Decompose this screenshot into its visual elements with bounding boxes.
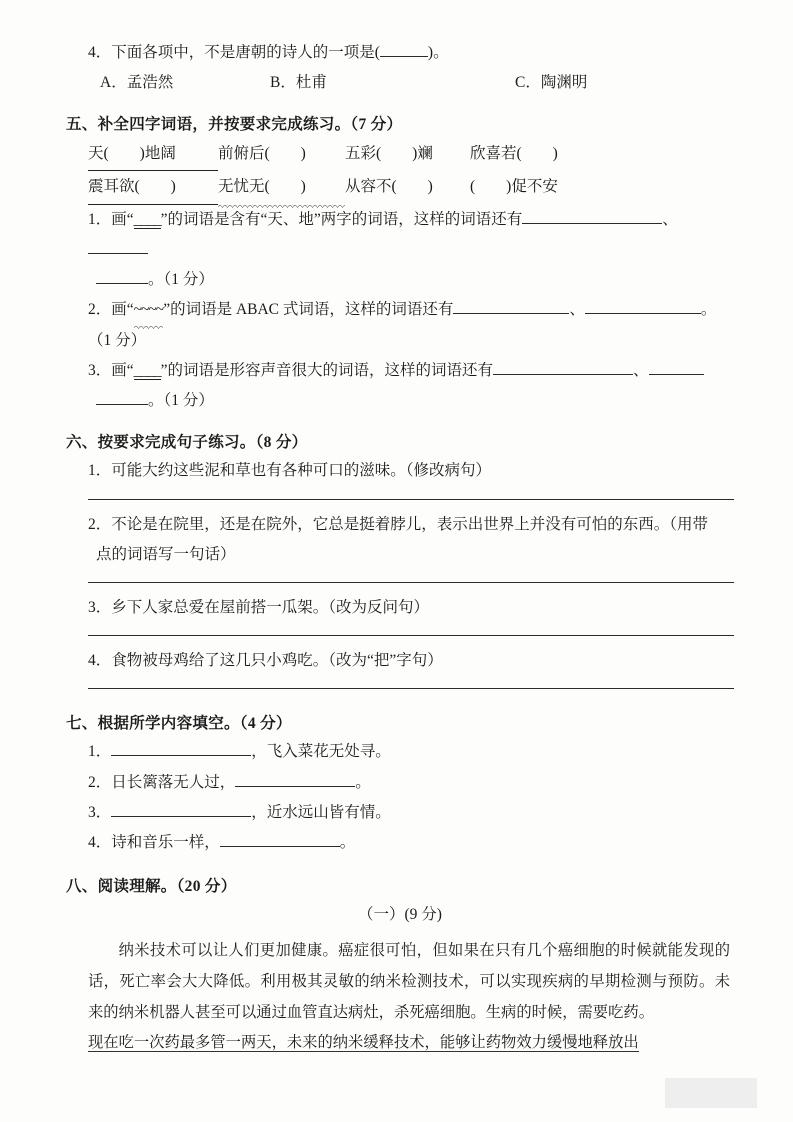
item-after-4: 。 <box>339 834 356 852</box>
section-6-item-2-line1: 2．不论是在院里，还是在院外，它总是挺着脖儿，表示出世界上并没有可怕的东西。（用带 <box>88 515 709 533</box>
item-2-mid: ”的词语是 ABAC 式词语，这样的词语还有 <box>163 301 454 319</box>
item-num-3: 3． <box>88 803 112 821</box>
choice-b: B．杜甫 <box>270 74 327 92</box>
section-8-title: 八、阅读理解。（20 分） <box>66 878 237 896</box>
idiom-7: 从容不( ) <box>345 178 433 196</box>
item-num-4: 4． <box>88 834 112 852</box>
item-before-4: 诗和音乐一样， <box>111 834 220 852</box>
item-3-mid: ”的词语是形容声音很大的词语，这样的词语还有 <box>160 361 494 379</box>
item-before-2: 日长篱落无人过， <box>111 773 236 791</box>
answer-line-6-3[interactable] <box>88 635 734 636</box>
idiom-5: 震耳欲( ) <box>88 171 218 205</box>
section-7-item-4 <box>66 828 734 858</box>
item-2-sep: 、 <box>569 301 585 319</box>
item-2-end: 。 <box>700 301 717 319</box>
item-3-prefix: 3．画“ <box>88 361 134 379</box>
section-7-item-2 <box>66 768 734 798</box>
section-6-title: 六、按要求完成句子练习。（8 分） <box>66 434 308 452</box>
section-6-item-4: 4．食物被母鸡给了这几只小鸡吃。（改为“把”字句） <box>88 652 443 670</box>
item-2-mark: ~~~~ <box>134 295 164 325</box>
section-5-item-1 <box>66 205 734 265</box>
idiom-2: 前俯后( ) <box>218 144 306 162</box>
section-5-item-2 <box>66 295 734 325</box>
section-6-item-2 <box>66 510 734 540</box>
section-5-item-2-score: （1 分） <box>88 331 147 349</box>
item-after-3: ，近水远山皆有情。 <box>251 803 391 821</box>
item-num-2: 2． <box>88 773 112 791</box>
section-7-item-3 <box>66 798 734 828</box>
idiom-1: 天( )地阔 <box>88 138 218 172</box>
idiom-row-1 <box>66 138 734 172</box>
item-1-sep: 、 <box>662 210 678 228</box>
footer-watermark-box <box>665 1078 757 1108</box>
item-1-prefix: 1．画“ <box>88 210 134 228</box>
section-6-item-2-line2: 点的词语写一句话） <box>96 545 236 563</box>
answer-line-6-1[interactable] <box>88 499 734 500</box>
section-5-item-3-cont <box>66 386 734 416</box>
item-3-end: 。（1 分） <box>148 392 214 410</box>
section-6-item-3: 3．乡下人家总爱在屋前搭一瓜架。（改为反问句） <box>88 598 430 616</box>
reading-passage-underlined-wrap <box>66 1028 734 1059</box>
question-4-tail: )。 <box>427 44 449 61</box>
section-5-title: 五、补全四字词语，并按要求完成练习。（7 分） <box>66 115 403 133</box>
item-num-1: 1． <box>88 743 112 761</box>
section-5-item-3 <box>66 356 734 386</box>
section-5-item-1-cont <box>66 265 734 295</box>
item-3-mark: ____ <box>133 361 161 379</box>
question-4-choices <box>66 68 734 97</box>
section-7-item-1 <box>66 737 734 767</box>
section-6-item-1: 1．可能大约这些泥和草也有各种可口的滋味。（修改病句） <box>88 462 492 480</box>
idiom-row-2 <box>66 171 734 205</box>
idiom-4: 欣喜若( ) <box>470 144 558 162</box>
idiom-8: ( )促不安 <box>470 178 558 196</box>
item-after-2: 。 <box>355 773 371 791</box>
item-1-mark: ____ <box>133 210 161 228</box>
item-1-mid: ”的词语是含有“天、地”两字的词语，这样的词语还有 <box>160 210 523 228</box>
item-after-1: ，飞入菜花无处寻。 <box>251 743 391 761</box>
idiom-6: 无忧无( ) <box>218 171 345 205</box>
answer-line-6-2[interactable] <box>88 582 734 583</box>
reading-passage <box>66 936 734 1028</box>
choice-c: C．陶渊明 <box>515 74 588 92</box>
item-1-end: 。（1 分） <box>148 271 214 289</box>
section-7-title: 七、根据所学内容填空。（4 分） <box>66 715 292 733</box>
answer-line-6-4[interactable] <box>88 688 734 689</box>
idiom-3: 五彩( )斓 <box>345 144 433 162</box>
section-8-subtitle: （一）(9 分) <box>358 906 442 924</box>
passage-paragraph-1: 纳米技术可以让人们更加健康。癌症很可怕，但如果在只有几个癌细胞的时候就能发现的话，死亡率会大大降低。利用极其灵敏的纳米检测技术，可以实现疾病的早期检测与预防。未来的纳米机器人甚至可以通过血管直达病灶，杀死癌细胞。生病的时候，需要吃药。 <box>88 942 730 1021</box>
passage-underlined-sentence: 现在吃一次药最多管一两天，未来的纳米缓释技术，能够让药物效力缓慢地释放出 <box>88 1034 639 1052</box>
item-3-sep: 、 <box>633 361 649 379</box>
choice-a: A．孟浩然 <box>100 74 174 92</box>
question-4-stem <box>66 38 734 68</box>
paper-content <box>66 38 734 1059</box>
question-4-text: 4．下面各项中，不是唐朝的诗人的一项是( <box>88 44 380 61</box>
item-2-prefix: 2．画“ <box>88 301 134 319</box>
